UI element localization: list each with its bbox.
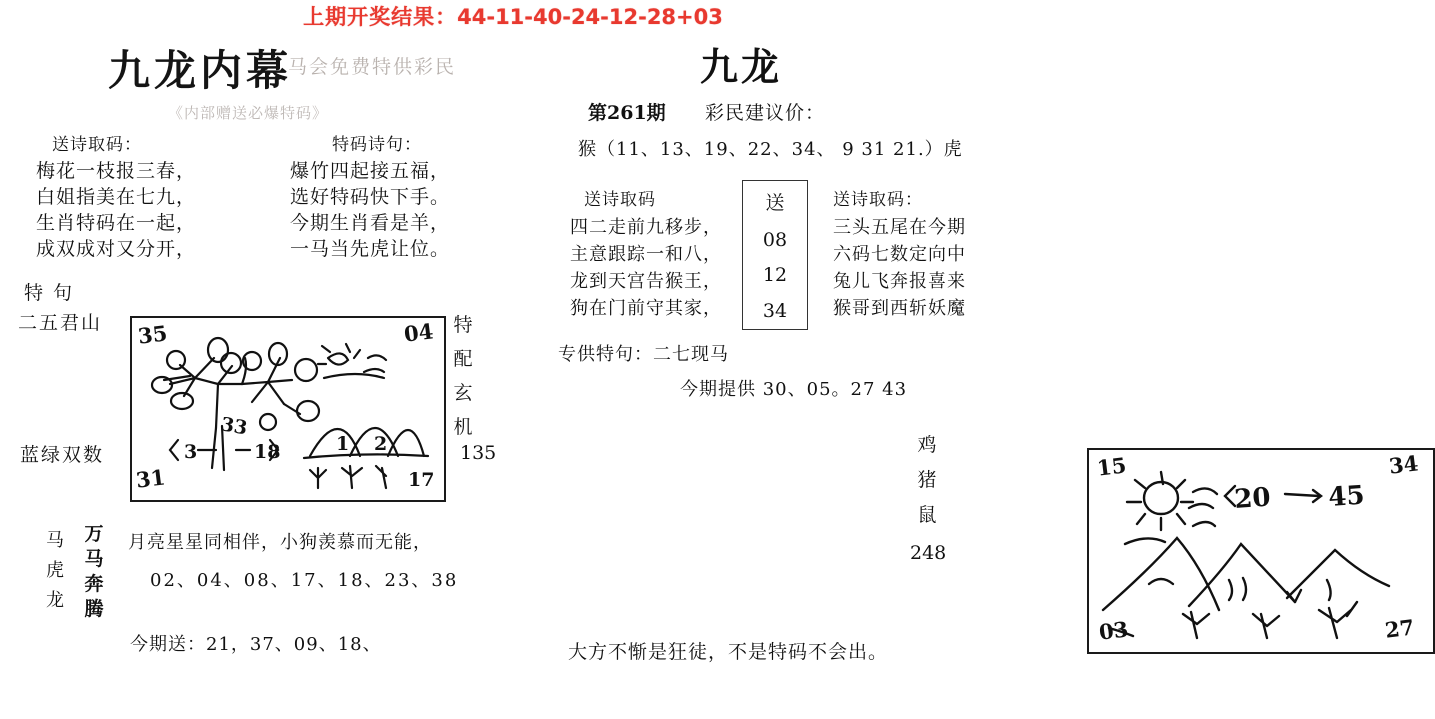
header-result-text [303, 1, 723, 31]
label-special-phrase-value: 二五君山 [18, 312, 103, 334]
right-zodiac-1: 鸡 [917, 434, 937, 456]
poem-right-line-1: 爆竹四起接五福， [290, 160, 451, 182]
right-zodiac-3: 鼠 [917, 504, 937, 526]
poem-left-line-2: 白姐指美在七九， [36, 186, 197, 208]
poem-mid-line-1: 四二走前九移步， [570, 217, 722, 238]
left-sketch-mountain-1: 1 [336, 433, 350, 455]
right-sketch-number-topleft: 15 [1095, 452, 1128, 481]
poem-special-code-right [290, 130, 450, 262]
right-special-phrase: 专供特句：二七现马 [558, 344, 729, 365]
header-numbers: 44-11-40-24-12-28+03 [457, 5, 723, 29]
label-left-135: 135 [460, 442, 497, 464]
right-sketch-number-topright: 34 [1387, 450, 1420, 479]
right-supply-numbers: 今期提供 30、05。27 43 [680, 379, 908, 400]
left-zodiac-2: 虎 [46, 560, 64, 581]
left-sketch-number-topleft: 35 [136, 320, 169, 349]
poem-left-line-3: 生肖特码在一起， [36, 212, 197, 234]
left-sketch-bottom-right: 17 [408, 469, 435, 491]
poem-send-code-middle [570, 185, 722, 322]
left-slogan-char-4: 腾 [84, 598, 104, 620]
right-label-248: 248 [910, 542, 947, 564]
header-banner [0, 0, 1026, 32]
left-sketch-mountain-2: 2 [374, 433, 388, 455]
left-sketch-drawing [132, 318, 440, 496]
poem-send-code-far-right [833, 185, 966, 322]
right-zodiac-2: 猪 [917, 469, 937, 491]
right-price-label: 彩民建议价： [705, 102, 826, 124]
left-brand-subtitle: 马会免费特供彩民 [288, 56, 457, 78]
poem-mid-line-3: 龙到天宫告猴王， [570, 271, 722, 292]
poem-left-title: 送诗取码： [52, 135, 142, 155]
right-number-box-2: 12 [762, 264, 788, 287]
poem-far-line-3: 兔儿飞奔报喜来 [833, 271, 966, 292]
poem-far-line-2: 六码七数定向中 [833, 244, 966, 265]
right-sketch-frame [1087, 448, 1435, 654]
right-issue-number: 第261期 [588, 102, 666, 124]
right-sketch-arrow-from: 20 [1233, 482, 1272, 515]
right-number-box [742, 180, 808, 330]
left-sketch-inner-33: 33 [219, 413, 250, 440]
left-bottom-numbers: 02、04、08、17、18、23、38 [150, 570, 459, 591]
right-brand-title: 九龙 [700, 44, 783, 89]
left-sketch-frame [130, 316, 446, 502]
poem-left-line-1: 梅花一枝报三春， [36, 160, 197, 182]
poem-far-line-1: 三头五尾在今期 [833, 217, 966, 238]
header-label: 上期开奖结果： [303, 5, 458, 29]
left-slogan-vertical [82, 522, 106, 622]
poem-right-line-4: 一马当先虎让位。 [290, 238, 451, 260]
label-special-mystery-vertical: 特配玄机 [453, 314, 473, 438]
right-sketch-number-bottomright: 27 [1383, 614, 1416, 643]
left-slogan-char-2: 马 [84, 548, 104, 570]
poem-right-line-2: 选好特码快下手。 [290, 186, 451, 208]
left-sketch-number-bottomleft: 31 [134, 464, 167, 493]
left-bottom-send: 今期送：21，37、09、18、 [130, 634, 382, 655]
right-zodiac-column [915, 428, 939, 533]
poem-left-line-4: 成双成对又分开， [36, 238, 197, 260]
right-number-box-label: 送 [765, 191, 785, 214]
left-brand-title: 九龙内幕 [108, 46, 293, 95]
left-bottom-sentence: 月亮星星同相伴，小狗羡慕而无能， [128, 532, 432, 553]
right-sketch-number-bottomleft: 03 [1097, 616, 1130, 645]
right-sketch-arrow-to: 45 [1327, 480, 1366, 513]
label-blue-green-even: 蓝绿双数 [20, 444, 105, 466]
right-number-box-3: 34 [762, 300, 788, 323]
poem-mid-line-2: 主意跟踪一和八， [570, 244, 722, 265]
right-range-line: 猴（11、13、19、22、34、 9 31 21.）虎 [578, 139, 963, 160]
left-brand-note: 《内部赠送必爆特码》 [168, 104, 329, 122]
left-zodiac-column [44, 526, 66, 616]
poem-far-line-4: 猴哥到西斩妖魔 [833, 298, 966, 319]
left-slogan-char-1: 万 [84, 523, 104, 545]
right-panel [520, 30, 1420, 719]
poem-mid-line-4: 狗在门前守其家， [570, 298, 722, 319]
poem-right-title: 特码诗句： [332, 135, 422, 155]
poem-right-line-3: 今期生肖看是羊， [290, 212, 451, 234]
label-special-phrase: 特 句 [24, 282, 75, 304]
poem-send-code-left [36, 130, 196, 262]
left-sketch-inner-number: 18 [254, 441, 281, 463]
poem-mid-title: 送诗取码 [584, 190, 656, 210]
left-zodiac-3: 龙 [46, 590, 64, 611]
left-panel [0, 30, 520, 719]
poem-far-title: 送诗取码： [833, 190, 923, 210]
left-slogan-char-3: 奔 [84, 573, 104, 595]
left-sketch-number-topright: 04 [402, 318, 435, 347]
left-zodiac-1: 马 [46, 530, 64, 551]
right-number-box-1: 08 [762, 228, 788, 251]
right-sketch-drawing [1089, 450, 1429, 648]
left-sketch-inner-number-2: 3 [184, 441, 198, 463]
right-footer-sentence: 大方不惭是狂徒，不是特码不会出。 [568, 641, 889, 663]
